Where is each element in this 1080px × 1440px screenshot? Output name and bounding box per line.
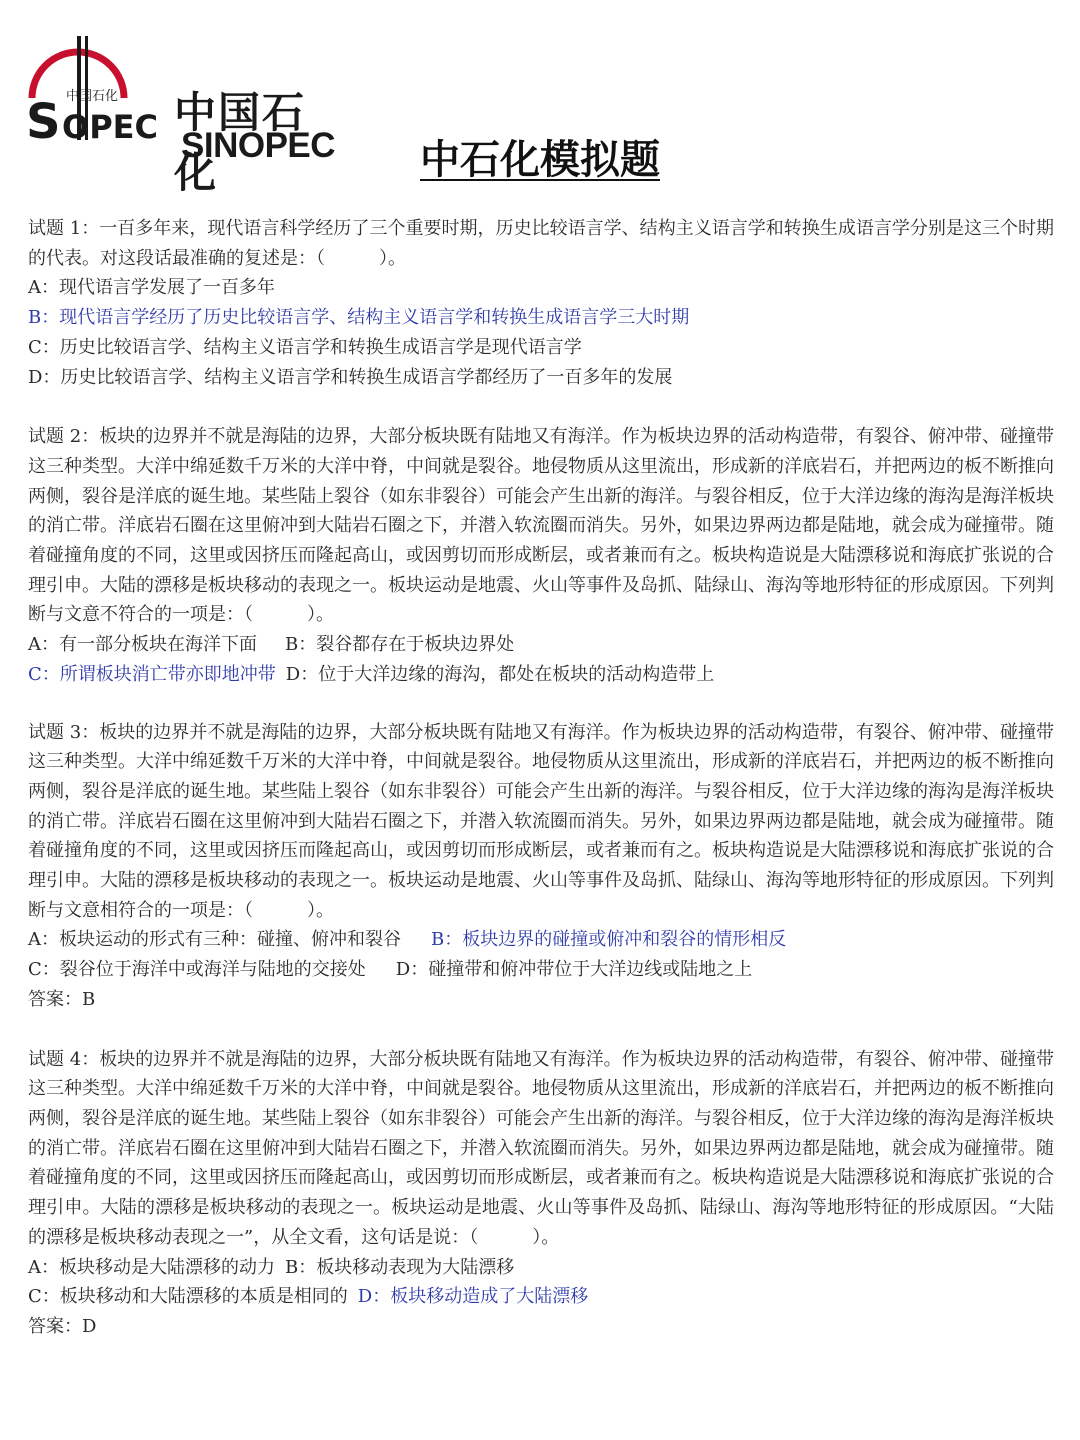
svg-text:S: S bbox=[26, 94, 61, 150]
option-row bbox=[28, 1282, 1054, 1312]
option-b: B：裂谷都存在于板块边界处 bbox=[285, 634, 515, 656]
option-row bbox=[28, 955, 1054, 985]
option-b: B：板块移动表现为大陆漂移 bbox=[285, 1256, 515, 1278]
option-a: A：现代语言学发展了一百多年 bbox=[28, 277, 275, 299]
logo-script-text: 中国石化 bbox=[66, 89, 119, 104]
brand-name-en: SINOPEC bbox=[181, 126, 336, 165]
option-row bbox=[28, 630, 1054, 660]
option-c-correct: C：所谓板块消亡带亦即地冲带 bbox=[28, 663, 276, 685]
svg-text:OPEC: OPEC bbox=[62, 108, 158, 146]
page-title: 中石化模拟题 bbox=[420, 137, 660, 183]
option-a: A：有一部分板块在海洋下面 bbox=[28, 634, 257, 656]
option-a: A：板块移动是大陆漂移的动力 bbox=[28, 1256, 275, 1278]
question-stem: 试题 1：一百多年来，现代语言科学经历了三个重要时期，历史比较语言学、结构主义语言学和转换生成语言学分别是这三个时期的代表。对这段话最准确的复述是：（ ）。 bbox=[28, 218, 1054, 269]
question-stem: 试题 4：板块的边界并不就是海陆的边界，大部分板块既有陆地又有海洋。作为板块边界的活动构造带，有裂谷、俯冲带、碰撞带这三种类型。大洋中绵延数千万米的大洋中脊，中间就是裂谷。地侵物质从这里流出，形成新的洋底岩石，并把两边的板不断推向两侧，裂谷是洋底的诞生地。某些陆上裂谷（如东非裂谷）可能会产生出新的海洋。与裂谷相反，位于大洋边缘的海沟是海洋板块的消亡带。洋底岩石圈在这里俯冲到大陆岩石圈之下，并潜入软流圈而消失。另外，如果边界两边都是陆地，就会成为碰撞带。随着碰撞角度的不同，这里或因挤压而隆起高山，或因剪切而形成断层，或者兼而有之。板块构造说是大陆漂移说和海底扩张说的合理引申。大陆的漂移是板块移动的表现之一。板块运动是地震、火山等事件及岛抓、陆绿山、海沟等地形特征的形成原因。“大陆的漂移是板块移动表现之一”，从全文看，这句话是说：（ ）。 bbox=[28, 1048, 1054, 1248]
option-b-correct: B：板块边界的碰撞或俯冲和裂谷的情形相反 bbox=[431, 929, 787, 951]
option-b-correct: B：现代语言学经历了历史比较语言学、结构主义语言学和转换生成语言学三大时期 bbox=[28, 307, 690, 329]
answer-text: 答案：B bbox=[28, 988, 96, 1010]
question-4 bbox=[28, 1045, 1054, 1342]
option-d: D：历史比较语言学、结构主义语言学和转换生成语言学都经历了一百多年的发展 bbox=[28, 366, 673, 388]
question-1 bbox=[28, 214, 1054, 392]
option-c: C：裂谷位于海洋中或海洋与陆地的交接处 bbox=[28, 959, 366, 981]
option-row bbox=[28, 273, 1054, 303]
option-d: D：位于大洋边缘的海沟，都处在板块的活动构造带上 bbox=[285, 663, 715, 685]
question-stem: 试题 3：板块的边界并不就是海陆的边界，大部分板块既有陆地又有海洋。作为板块边界的活动构造带，有裂谷、俯冲带、碰撞带这三种类型。大洋中绵延数千万米的大洋中脊，中间就是裂谷。地侵物质从这里流出，形成新的洋底岩石，并把两边的板不断推向两侧，裂谷是洋底的诞生地。某些陆上裂谷（如东非裂谷）可能会产生出新的海洋。与裂谷相反，位于大洋边缘的海沟是海洋板块的消亡带。洋底岩石圈在这里俯冲到大陆岩石圈之下，并潜入软流圈而消失。另外，如果边界两边都是陆地，就会成为碰撞带。随着碰撞角度的不同，这里或因挤压而隆起高山，或因剪切而形成断层，或者兼而有之。板块构造说是大陆漂移说和海底扩张说的合理引申。大陆的漂移是板块移动的表现之一。板块运动是地震、火山等事件及岛抓、陆绿山、海沟等地形特征的形成原因。下列判断与文意相符合的一项是：（ ）。 bbox=[28, 721, 1054, 921]
answer-text: 答案：D bbox=[28, 1315, 97, 1337]
question-list bbox=[28, 214, 1054, 1342]
option-d-correct: D：板块移动造成了大陆漂移 bbox=[357, 1286, 589, 1308]
option-a: A：板块运动的形式有三种：碰撞、俯冲和裂谷 bbox=[28, 929, 401, 951]
option-row bbox=[28, 333, 1054, 363]
option-c: C：历史比较语言学、结构主义语言学和转换生成语言学是现代语言学 bbox=[28, 336, 582, 358]
brand-name-cn: 中国石化 bbox=[174, 88, 307, 197]
option-d: D：碰撞带和俯冲带位于大洋边线或陆地之上 bbox=[395, 959, 753, 981]
option-row bbox=[28, 303, 1054, 333]
option-row bbox=[28, 1253, 1054, 1283]
question-stem: 试题 2：板块的边界并不就是海陆的边界，大部分板块既有陆地又有海洋。作为板块边界的活动构造带，有裂谷、俯冲带、碰撞带这三种类型。大洋中绵延数千万米的大洋中脊，中间就是裂谷。地侵物质从这里流出，形成新的洋底岩石，并把两边的板不断推向两侧，裂谷是洋底的诞生地。某些陆上裂谷（如东非裂谷）可能会产生出新的海洋。与裂谷相反，位于大洋边缘的海沟是海洋板块的消亡带。洋底岩石圈在这里俯冲到大陆岩石圈之下，并潜入软流圈而消失。另外，如果边界两边都是陆地，就会成为碰撞带。随着碰撞角度的不同，这里或因挤压而隆起高山，或因剪切而形成断层，或者兼而有之。板块构造说是大陆漂移说和海底扩张说的合理引申。大陆的漂移是板块移动的表现之一。板块运动是地震、火山等事件及岛抓、陆绿山、海沟等地形特征的形成原因。下列判断与文意不符合的一项是：（ ）。 bbox=[28, 426, 1054, 626]
page-title-wrap bbox=[0, 128, 1080, 185]
option-row bbox=[28, 660, 1054, 690]
option-row bbox=[28, 925, 1054, 955]
option-row bbox=[28, 363, 1054, 393]
question-3 bbox=[28, 718, 1054, 1015]
question-2 bbox=[28, 422, 1054, 689]
option-c: C：板块移动和大陆漂移的本质是相同的 bbox=[28, 1286, 348, 1308]
